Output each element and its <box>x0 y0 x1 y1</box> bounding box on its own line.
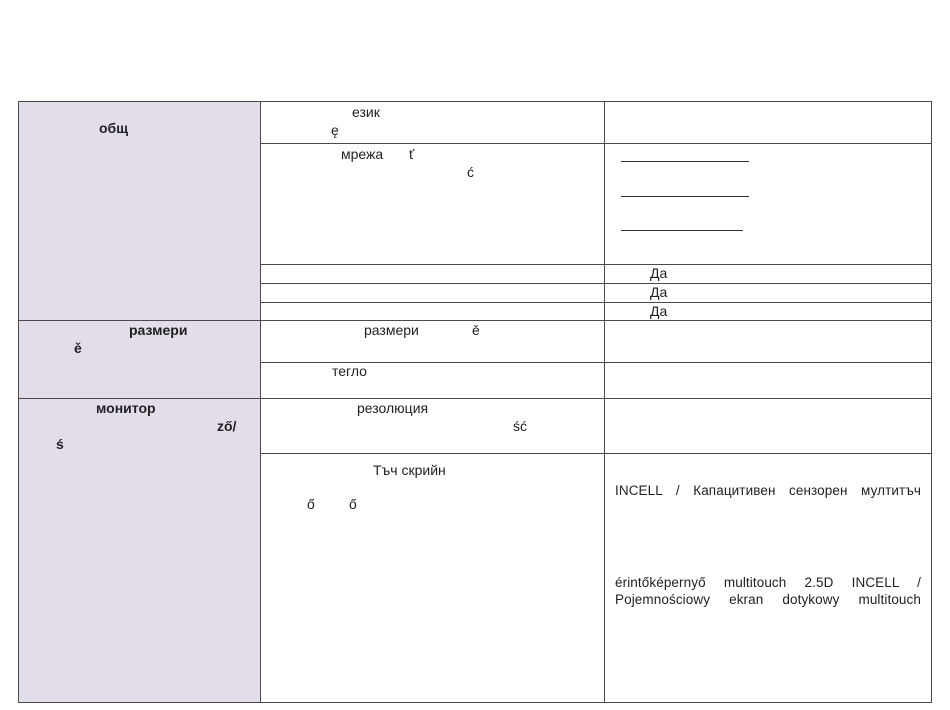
weight-label: тегло <box>332 363 367 379</box>
touchscreen-value-line-3: Pojemnościowy ekran dotykowy multitouch <box>615 592 921 607</box>
category-label-dimensions-fragment: ě <box>74 340 82 356</box>
touchscreen-value-line-1: INCELL / Капацитивен сензорен мултитъч <box>615 483 921 498</box>
category-label-dimensions: размери <box>129 322 188 338</box>
touchscreen-value-line-2: érintőképernyő multitouch 2.5D INCELL / <box>615 575 921 590</box>
category-label-general: общ <box>99 120 129 136</box>
category-label-monitor-fragment-1: ző/ <box>217 418 237 434</box>
size-label: размери <box>364 322 419 338</box>
resolution-label-fragment: ść <box>513 418 527 434</box>
language-label: език <box>352 104 380 120</box>
category-label-monitor-fragment-2: ś <box>56 436 64 452</box>
category-cell-general <box>19 102 261 321</box>
language-label-fragment: ę <box>331 122 339 138</box>
touchscreen-label-fragment-2: ő <box>349 496 357 512</box>
network-value-line-2 <box>621 196 749 197</box>
resolution-label: резолюция <box>357 400 429 416</box>
category-label-monitor: монитор <box>96 400 156 416</box>
yes-value-2: Да <box>650 284 668 300</box>
network-label-fragment-2: ć <box>467 164 474 180</box>
yes-value-1: Да <box>650 265 668 281</box>
size-label-fragment: ě <box>472 322 480 338</box>
yes-value-3: Да <box>650 303 668 319</box>
touchscreen-label: Тъч скрийн <box>373 462 446 478</box>
network-label: мрежа <box>341 146 384 162</box>
touchscreen-label-fragment-1: ő <box>307 496 315 512</box>
network-value-line-3 <box>621 230 743 231</box>
network-label-fragment-1: ť <box>409 146 415 162</box>
network-value-line-1 <box>621 161 749 162</box>
